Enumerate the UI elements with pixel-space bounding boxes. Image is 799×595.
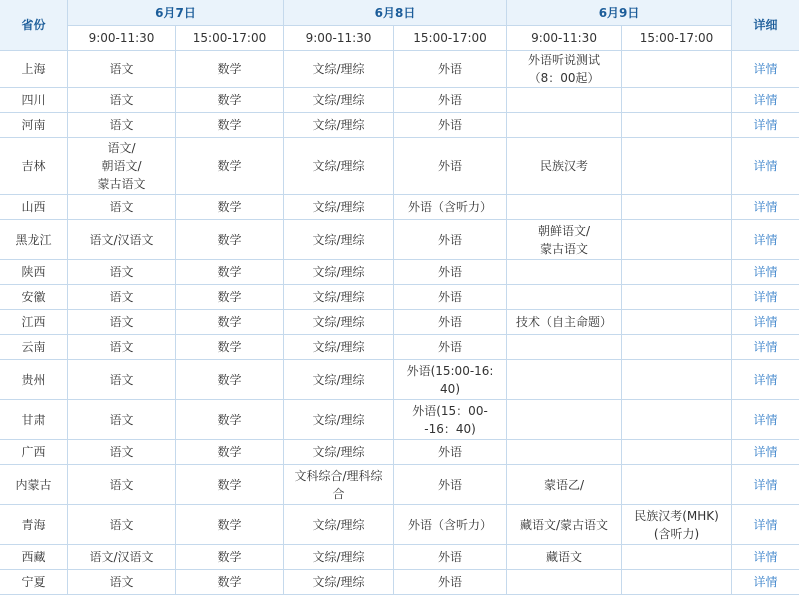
exam-subject-text: 语文	[109, 372, 134, 387]
detail-link[interactable]: 详情	[732, 285, 799, 310]
exam-subject-text: 蒙语乙/	[544, 477, 585, 492]
exam-subject-cell	[394, 285, 507, 310]
exam-subject-text: 语文	[109, 200, 134, 214]
exam-subject-cell	[622, 220, 732, 260]
exam-subject-text: 数学	[217, 159, 242, 173]
exam-subject-cell	[507, 285, 622, 310]
detail-link[interactable]: 详情	[732, 195, 799, 220]
exam-subject-cell	[68, 310, 176, 335]
exam-subject-text: 外语	[438, 550, 463, 564]
table-row	[0, 400, 799, 440]
exam-subject-cell	[507, 440, 622, 465]
exam-subject-text: 语文	[109, 412, 134, 427]
table-row	[0, 138, 799, 195]
exam-subject-text: 文综/理综	[312, 340, 365, 354]
exam-subject-text: 数学	[217, 477, 242, 492]
exam-subject-text: 数学	[217, 265, 242, 279]
table-row	[0, 570, 799, 595]
exam-subject-text: 数学	[217, 412, 242, 427]
header-row-slots	[0, 26, 799, 51]
exam-subject-cell	[68, 360, 176, 400]
table-row	[0, 285, 799, 310]
detail-link[interactable]: 详情	[732, 465, 799, 505]
exam-subject-cell	[507, 220, 622, 260]
detail-link[interactable]: 详情	[732, 440, 799, 465]
province-cell: 上海	[0, 51, 68, 88]
exam-subject-cell	[622, 310, 732, 335]
exam-subject-cell	[176, 335, 284, 360]
exam-subject-cell	[284, 138, 394, 195]
exam-subject-cell	[176, 285, 284, 310]
exam-subject-text: 数学	[217, 232, 242, 247]
exam-subject-text: 文综/理综	[312, 517, 365, 532]
exam-subject-cell	[284, 285, 394, 310]
exam-subject-text: 语文	[109, 575, 134, 589]
exam-subject-text: 语文	[109, 315, 134, 329]
exam-subject-text: 语文/汉语文	[89, 550, 154, 564]
exam-subject-text: 外语	[438, 118, 463, 132]
exam-subject-text: 外语	[438, 290, 463, 304]
exam-subject-cell	[176, 113, 284, 138]
exam-subject-text: 外语（含听力）	[408, 517, 493, 532]
exam-subject-text: 民族汉考(MHK) (含听力)	[634, 508, 719, 541]
header-row-days	[0, 0, 799, 26]
exam-subject-cell	[394, 260, 507, 285]
exam-subject-cell	[284, 400, 394, 440]
exam-subject-cell	[68, 51, 176, 88]
exam-subject-cell	[622, 88, 732, 113]
exam-subject-cell	[394, 51, 507, 88]
exam-subject-cell	[176, 545, 284, 570]
exam-subject-cell	[622, 138, 732, 195]
header-day-1: 6月7日	[68, 0, 284, 26]
exam-subject-cell	[622, 465, 732, 505]
exam-subject-text: 数学	[217, 62, 242, 76]
exam-subject-cell	[622, 545, 732, 570]
table-row	[0, 545, 799, 570]
exam-subject-text: 文综/理综	[312, 575, 365, 589]
exam-subject-cell	[507, 310, 622, 335]
province-cell: 青海	[0, 505, 68, 545]
exam-subject-text: 数学	[217, 340, 242, 354]
exam-subject-cell	[284, 260, 394, 285]
province-cell: 江西	[0, 310, 68, 335]
exam-subject-text: 语文	[109, 517, 134, 532]
exam-subject-text: 数学	[217, 93, 242, 107]
exam-subject-cell	[394, 88, 507, 113]
table-row	[0, 220, 799, 260]
exam-subject-text: 外语	[438, 445, 463, 459]
header-day-2: 6月8日	[284, 0, 507, 26]
exam-subject-cell	[394, 113, 507, 138]
exam-subject-cell	[394, 570, 507, 595]
exam-subject-text: 朝鲜语文/ 蒙古语文	[538, 223, 591, 256]
exam-subject-cell	[394, 335, 507, 360]
exam-subject-text: 文综/理综	[312, 159, 365, 173]
detail-link[interactable]: 详情	[732, 360, 799, 400]
province-cell: 内蒙古	[0, 465, 68, 505]
exam-subject-text: 文综/理综	[312, 200, 365, 214]
province-cell: 黑龙江	[0, 220, 68, 260]
exam-subject-cell	[284, 570, 394, 595]
exam-subject-text: 数学	[217, 118, 242, 132]
exam-subject-cell	[622, 51, 732, 88]
province-cell: 西藏	[0, 545, 68, 570]
exam-subject-text: 外语	[438, 232, 463, 247]
exam-subject-cell	[394, 545, 507, 570]
detail-link[interactable]: 详情	[732, 88, 799, 113]
exam-subject-text: 文综/理综	[312, 118, 365, 132]
province-cell: 吉林	[0, 138, 68, 195]
exam-subject-cell	[394, 138, 507, 195]
exam-subject-cell	[68, 335, 176, 360]
header-slot: 15:00-17:00	[394, 26, 507, 51]
exam-subject-cell	[68, 400, 176, 440]
province-cell: 陕西	[0, 260, 68, 285]
exam-subject-cell	[176, 505, 284, 545]
exam-subject-text: 民族汉考	[540, 159, 589, 173]
exam-subject-cell	[68, 465, 176, 505]
exam-subject-cell	[284, 51, 394, 88]
province-cell: 甘肃	[0, 400, 68, 440]
exam-subject-text: 外语	[438, 159, 463, 173]
exam-subject-text: 数学	[217, 517, 242, 532]
exam-subject-cell	[176, 570, 284, 595]
province-cell: 四川	[0, 88, 68, 113]
exam-subject-cell	[284, 545, 394, 570]
exam-subject-text: 语文	[109, 477, 134, 492]
table-row	[0, 465, 799, 505]
exam-subject-text: 语文	[109, 290, 134, 304]
exam-subject-cell	[284, 360, 394, 400]
exam-subject-text: 文综/理综	[312, 445, 365, 459]
exam-subject-text: 藏语文/蒙古语文	[520, 517, 609, 532]
exam-subject-text: 文综/理综	[312, 372, 365, 387]
province-cell: 宁夏	[0, 570, 68, 595]
exam-subject-text: 外语	[438, 340, 463, 354]
exam-subject-text: 语文/汉语文	[89, 232, 154, 247]
exam-subject-text: 外语	[438, 575, 463, 589]
table-row	[0, 360, 799, 400]
exam-subject-text: 数学	[217, 315, 242, 329]
exam-subject-cell	[622, 400, 732, 440]
exam-subject-text: 数学	[217, 290, 242, 304]
exam-subject-cell	[507, 260, 622, 285]
exam-subject-text: 文综/理综	[312, 232, 365, 247]
header-slot: 15:00-17:00	[622, 26, 732, 51]
exam-subject-cell	[394, 360, 507, 400]
province-cell: 贵州	[0, 360, 68, 400]
exam-subject-cell	[622, 285, 732, 310]
exam-subject-cell	[176, 310, 284, 335]
table-row	[0, 440, 799, 465]
exam-subject-cell	[68, 505, 176, 545]
exam-subject-cell	[507, 570, 622, 595]
table-body	[0, 51, 799, 595]
exam-subject-cell	[68, 88, 176, 113]
exam-subject-cell	[394, 400, 507, 440]
detail-link[interactable]: 详情	[732, 51, 799, 88]
exam-subject-text: 语文	[109, 445, 134, 459]
exam-subject-text: 语文	[109, 93, 134, 107]
exam-subject-text: 外语(15:00-16: 40)	[406, 363, 494, 396]
detail-link[interactable]: 详情	[732, 310, 799, 335]
exam-subject-cell	[622, 570, 732, 595]
exam-subject-text: 外语(15：00- -16：40)	[412, 403, 488, 436]
exam-subject-cell	[507, 505, 622, 545]
header-detail: 详细	[732, 0, 799, 51]
table-row	[0, 195, 799, 220]
province-cell: 云南	[0, 335, 68, 360]
table-row	[0, 260, 799, 285]
detail-link[interactable]: 详情	[732, 220, 799, 260]
exam-subject-text: 文综/理综	[312, 290, 365, 304]
exam-subject-text: 语文/ 朝语文/ 蒙古语文	[97, 141, 146, 191]
exam-subject-cell	[68, 138, 176, 195]
header-slot: 9:00-11:30	[68, 26, 176, 51]
exam-subject-cell	[68, 220, 176, 260]
exam-subject-cell	[507, 335, 622, 360]
exam-subject-cell	[176, 51, 284, 88]
exam-subject-text: 数学	[217, 372, 242, 387]
detail-link[interactable]: 详情	[732, 113, 799, 138]
detail-link[interactable]: 详情	[732, 545, 799, 570]
exam-subject-cell	[394, 505, 507, 545]
exam-subject-cell	[507, 138, 622, 195]
exam-subject-cell	[176, 195, 284, 220]
table-row	[0, 51, 799, 88]
exam-subject-cell	[622, 113, 732, 138]
exam-subject-cell	[176, 220, 284, 260]
table-row	[0, 88, 799, 113]
exam-subject-cell	[68, 285, 176, 310]
exam-subject-cell	[507, 545, 622, 570]
exam-subject-cell	[284, 465, 394, 505]
exam-subject-cell	[284, 505, 394, 545]
exam-subject-cell	[176, 360, 284, 400]
exam-subject-text: 外语	[438, 93, 463, 107]
exam-subject-text: 语文	[109, 265, 134, 279]
exam-subject-text: 数学	[217, 575, 242, 589]
exam-subject-cell	[394, 220, 507, 260]
exam-subject-text: 文综/理综	[312, 550, 365, 564]
exam-subject-cell	[68, 113, 176, 138]
detail-link[interactable]: 详情	[732, 260, 799, 285]
exam-subject-cell	[68, 570, 176, 595]
exam-subject-cell	[622, 440, 732, 465]
exam-subject-cell	[68, 260, 176, 285]
exam-subject-cell	[507, 88, 622, 113]
exam-subject-text: 外语听说测试 （8：00起）	[528, 53, 601, 85]
exam-subject-cell	[284, 195, 394, 220]
detail-link[interactable]: 详情	[732, 138, 799, 195]
exam-subject-text: 藏语文	[546, 550, 583, 564]
detail-link[interactable]: 详情	[732, 570, 799, 595]
exam-subject-text: 外语	[438, 265, 463, 279]
exam-subject-cell	[284, 220, 394, 260]
exam-subject-cell	[394, 440, 507, 465]
exam-subject-cell	[176, 465, 284, 505]
exam-subject-cell	[176, 400, 284, 440]
exam-subject-cell	[284, 310, 394, 335]
detail-link[interactable]: 详情	[732, 400, 799, 440]
exam-subject-cell	[622, 195, 732, 220]
exam-subject-cell	[622, 360, 732, 400]
exam-subject-cell	[507, 360, 622, 400]
exam-subject-cell	[507, 113, 622, 138]
table-row	[0, 310, 799, 335]
exam-subject-text: 数学	[217, 550, 242, 564]
province-cell: 广西	[0, 440, 68, 465]
exam-subject-cell	[176, 440, 284, 465]
header-slot: 9:00-11:30	[284, 26, 394, 51]
header-slot: 9:00-11:30	[507, 26, 622, 51]
exam-subject-cell	[394, 310, 507, 335]
exam-subject-cell	[176, 88, 284, 113]
exam-subject-cell	[68, 440, 176, 465]
exam-subject-cell	[507, 400, 622, 440]
header-province: 省份	[0, 0, 68, 51]
exam-subject-cell	[507, 51, 622, 88]
exam-subject-cell	[284, 88, 394, 113]
table-row	[0, 113, 799, 138]
exam-subject-text: 语文	[109, 118, 134, 132]
exam-subject-text: 文综/理综	[312, 265, 365, 279]
exam-subject-cell	[394, 465, 507, 505]
detail-link[interactable]: 详情	[732, 505, 799, 545]
exam-subject-text: 文科综合/理科综 合	[294, 468, 383, 501]
exam-subject-cell	[176, 138, 284, 195]
exam-subject-cell	[284, 113, 394, 138]
exam-subject-text: 文综/理综	[312, 62, 365, 76]
header-day-3: 6月9日	[507, 0, 732, 26]
exam-subject-cell	[394, 195, 507, 220]
exam-subject-text: 文综/理综	[312, 412, 365, 427]
province-cell: 山西	[0, 195, 68, 220]
exam-subject-text: 技术（自主命题）	[516, 315, 613, 329]
exam-subject-text: 数学	[217, 445, 242, 459]
exam-subject-text: 文综/理综	[312, 93, 365, 107]
exam-subject-cell	[622, 335, 732, 360]
exam-subject-text: 语文	[109, 62, 134, 76]
table-header	[0, 0, 799, 51]
header-slot: 15:00-17:00	[176, 26, 284, 51]
exam-subject-cell	[68, 545, 176, 570]
exam-subject-cell	[176, 260, 284, 285]
exam-subject-cell	[284, 440, 394, 465]
exam-subject-text: 外语	[438, 62, 463, 76]
table-row	[0, 335, 799, 360]
exam-subject-text: 语文	[109, 340, 134, 354]
exam-subject-cell	[284, 335, 394, 360]
detail-link[interactable]: 详情	[732, 335, 799, 360]
exam-subject-text: 文综/理综	[312, 315, 365, 329]
exam-subject-cell	[507, 195, 622, 220]
exam-subject-text: 外语（含听力）	[408, 200, 493, 214]
exam-subject-cell	[622, 505, 732, 545]
province-cell: 河南	[0, 113, 68, 138]
exam-subject-cell	[507, 465, 622, 505]
exam-subject-cell	[68, 195, 176, 220]
table-row	[0, 505, 799, 545]
exam-subject-text: 数学	[217, 200, 242, 214]
exam-subject-text: 外语	[438, 477, 463, 492]
exam-subject-text: 外语	[438, 315, 463, 329]
province-cell: 安徽	[0, 285, 68, 310]
exam-subject-cell	[622, 260, 732, 285]
